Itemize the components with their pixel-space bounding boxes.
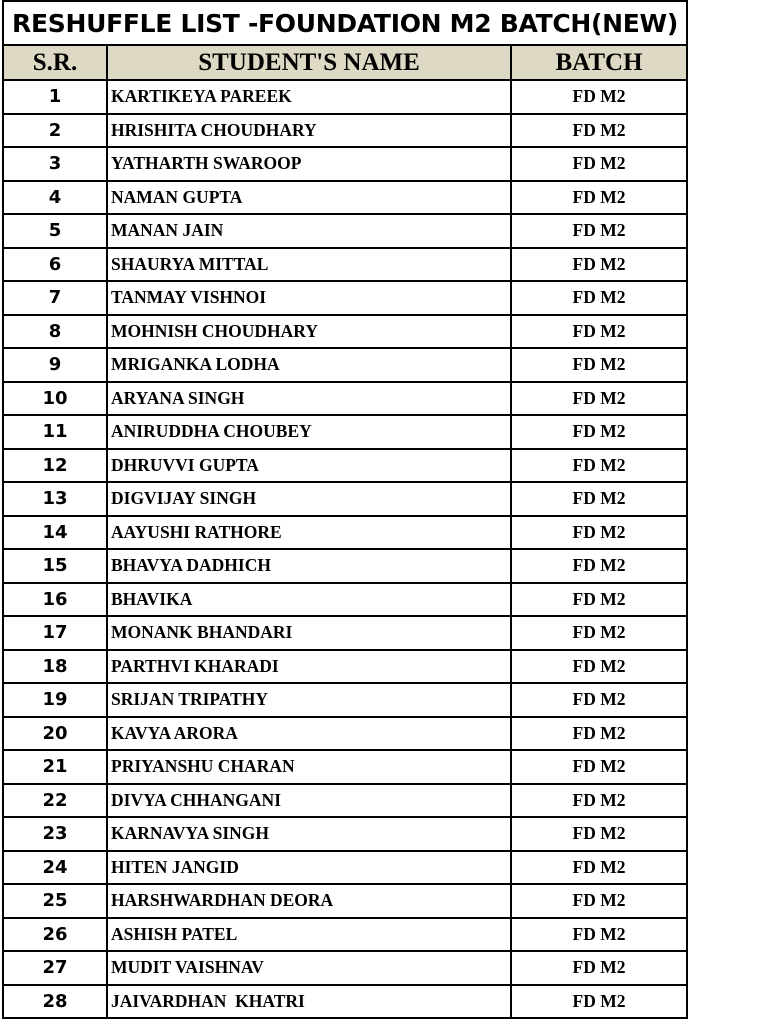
table-row: [3, 80, 687, 114]
student-name-cell: TANMAY VISHNOI: [107, 281, 511, 315]
batch-cell: FD M2: [511, 415, 687, 449]
sr-number-cell: 23: [3, 817, 107, 851]
title-row: [3, 1, 687, 45]
batch-cell: FD M2: [511, 382, 687, 416]
table-row: [3, 449, 687, 483]
sr-number-cell: 15: [3, 549, 107, 583]
sr-number-cell: 20: [3, 717, 107, 751]
sheet-title: RESHUFFLE LIST -FOUNDATION M2 BATCH(NEW): [3, 1, 687, 45]
batch-cell: FD M2: [511, 214, 687, 248]
student-name-cell: HITEN JANGID: [107, 851, 511, 885]
sr-number-cell: 3: [3, 147, 107, 181]
batch-cell: FD M2: [511, 918, 687, 952]
student-name-cell: DIVYA CHHANGANI: [107, 784, 511, 818]
table-row: [3, 382, 687, 416]
sr-number-cell: 26: [3, 918, 107, 952]
sr-number-cell: 11: [3, 415, 107, 449]
table-row: [3, 583, 687, 617]
table-row: [3, 817, 687, 851]
student-name-cell: KARTIKEYA PAREEK: [107, 80, 511, 114]
table-row: [3, 650, 687, 684]
sr-number-cell: 21: [3, 750, 107, 784]
table-row: [3, 248, 687, 282]
student-name-cell: MUDIT VAISHNAV: [107, 951, 511, 985]
batch-cell: FD M2: [511, 80, 687, 114]
batch-cell: FD M2: [511, 449, 687, 483]
sr-number-cell: 18: [3, 650, 107, 684]
header-row: [3, 45, 687, 80]
student-name-cell: PRIYANSHU CHARAN: [107, 750, 511, 784]
table-row: [3, 784, 687, 818]
batch-cell: FD M2: [511, 985, 687, 1019]
batch-cell: FD M2: [511, 817, 687, 851]
batch-cell: FD M2: [511, 147, 687, 181]
sr-number-cell: 2: [3, 114, 107, 148]
batch-cell: FD M2: [511, 650, 687, 684]
reshuffle-list-table: [2, 0, 688, 1019]
batch-cell: FD M2: [511, 683, 687, 717]
batch-cell: FD M2: [511, 884, 687, 918]
sr-number-cell: 22: [3, 784, 107, 818]
table-row: [3, 214, 687, 248]
sr-number-cell: 1: [3, 80, 107, 114]
table-row: [3, 884, 687, 918]
batch-cell: FD M2: [511, 348, 687, 382]
sr-number-cell: 16: [3, 583, 107, 617]
table-row: [3, 549, 687, 583]
batch-cell: FD M2: [511, 851, 687, 885]
batch-cell: FD M2: [511, 281, 687, 315]
table-row: [3, 918, 687, 952]
sr-number-cell: 17: [3, 616, 107, 650]
table-row: [3, 717, 687, 751]
student-name-cell: MANAN JAIN: [107, 214, 511, 248]
batch-cell: FD M2: [511, 951, 687, 985]
student-name-cell: YATHARTH SWAROOP: [107, 147, 511, 181]
batch-cell: FD M2: [511, 717, 687, 751]
student-name-cell: ARYANA SINGH: [107, 382, 511, 416]
student-name-cell: MONANK BHANDARI: [107, 616, 511, 650]
student-name-cell: HRISHITA CHOUDHARY: [107, 114, 511, 148]
student-name-cell: HARSHWARDHAN DEORA: [107, 884, 511, 918]
table-row: [3, 315, 687, 349]
sr-number-cell: 14: [3, 516, 107, 550]
batch-cell: FD M2: [511, 516, 687, 550]
batch-cell: FD M2: [511, 750, 687, 784]
student-name-cell: BHAVIKA: [107, 583, 511, 617]
table-row: [3, 415, 687, 449]
table-row: [3, 951, 687, 985]
student-name-cell: ASHISH PATEL: [107, 918, 511, 952]
student-name-cell: DIGVIJAY SINGH: [107, 482, 511, 516]
table-row: [3, 147, 687, 181]
sr-number-cell: 13: [3, 482, 107, 516]
batch-cell: FD M2: [511, 482, 687, 516]
batch-cell: FD M2: [511, 315, 687, 349]
student-name-cell: NAMAN GUPTA: [107, 181, 511, 215]
sr-number-cell: 28: [3, 985, 107, 1019]
student-name-cell: PARTHVI KHARADI: [107, 650, 511, 684]
batch-cell: FD M2: [511, 784, 687, 818]
batch-cell: FD M2: [511, 583, 687, 617]
table-row: [3, 281, 687, 315]
sr-number-cell: 6: [3, 248, 107, 282]
sr-number-cell: 24: [3, 851, 107, 885]
sr-number-cell: 12: [3, 449, 107, 483]
student-name-cell: MRIGANKA LODHA: [107, 348, 511, 382]
student-name-cell: KAVYA ARORA: [107, 717, 511, 751]
student-name-cell: SHAURYA MITTAL: [107, 248, 511, 282]
student-name-cell: SRIJAN TRIPATHY: [107, 683, 511, 717]
table-row: [3, 750, 687, 784]
sr-number-cell: 9: [3, 348, 107, 382]
student-name-cell: MOHNISH CHOUDHARY: [107, 315, 511, 349]
table-row: [3, 851, 687, 885]
sr-number-cell: 10: [3, 382, 107, 416]
sr-number-cell: 27: [3, 951, 107, 985]
table-row: [3, 616, 687, 650]
table-row: [3, 181, 687, 215]
batch-cell: FD M2: [511, 181, 687, 215]
student-name-cell: ANIRUDDHA CHOUBEY: [107, 415, 511, 449]
column-header-sr: S.R.: [3, 45, 107, 80]
student-rows: [3, 80, 687, 1018]
sr-number-cell: 7: [3, 281, 107, 315]
batch-cell: FD M2: [511, 248, 687, 282]
sr-number-cell: 19: [3, 683, 107, 717]
student-name-cell: BHAVYA DADHICH: [107, 549, 511, 583]
table-row: [3, 516, 687, 550]
column-header-batch: BATCH: [511, 45, 687, 80]
batch-cell: FD M2: [511, 616, 687, 650]
sr-number-cell: 8: [3, 315, 107, 349]
batch-cell: FD M2: [511, 114, 687, 148]
student-name-cell: JAIVARDHAN KHATRI: [107, 985, 511, 1019]
batch-cell: FD M2: [511, 549, 687, 583]
student-name-cell: KARNAVYA SINGH: [107, 817, 511, 851]
student-name-cell: DHRUVVI GUPTA: [107, 449, 511, 483]
table-row: [3, 482, 687, 516]
sr-number-cell: 4: [3, 181, 107, 215]
table-row: [3, 985, 687, 1019]
student-name-cell: AAYUSHI RATHORE: [107, 516, 511, 550]
table-row: [3, 114, 687, 148]
sr-number-cell: 25: [3, 884, 107, 918]
table-row: [3, 683, 687, 717]
column-header-student-name: STUDENT'S NAME: [107, 45, 511, 80]
sr-number-cell: 5: [3, 214, 107, 248]
table-row: [3, 348, 687, 382]
